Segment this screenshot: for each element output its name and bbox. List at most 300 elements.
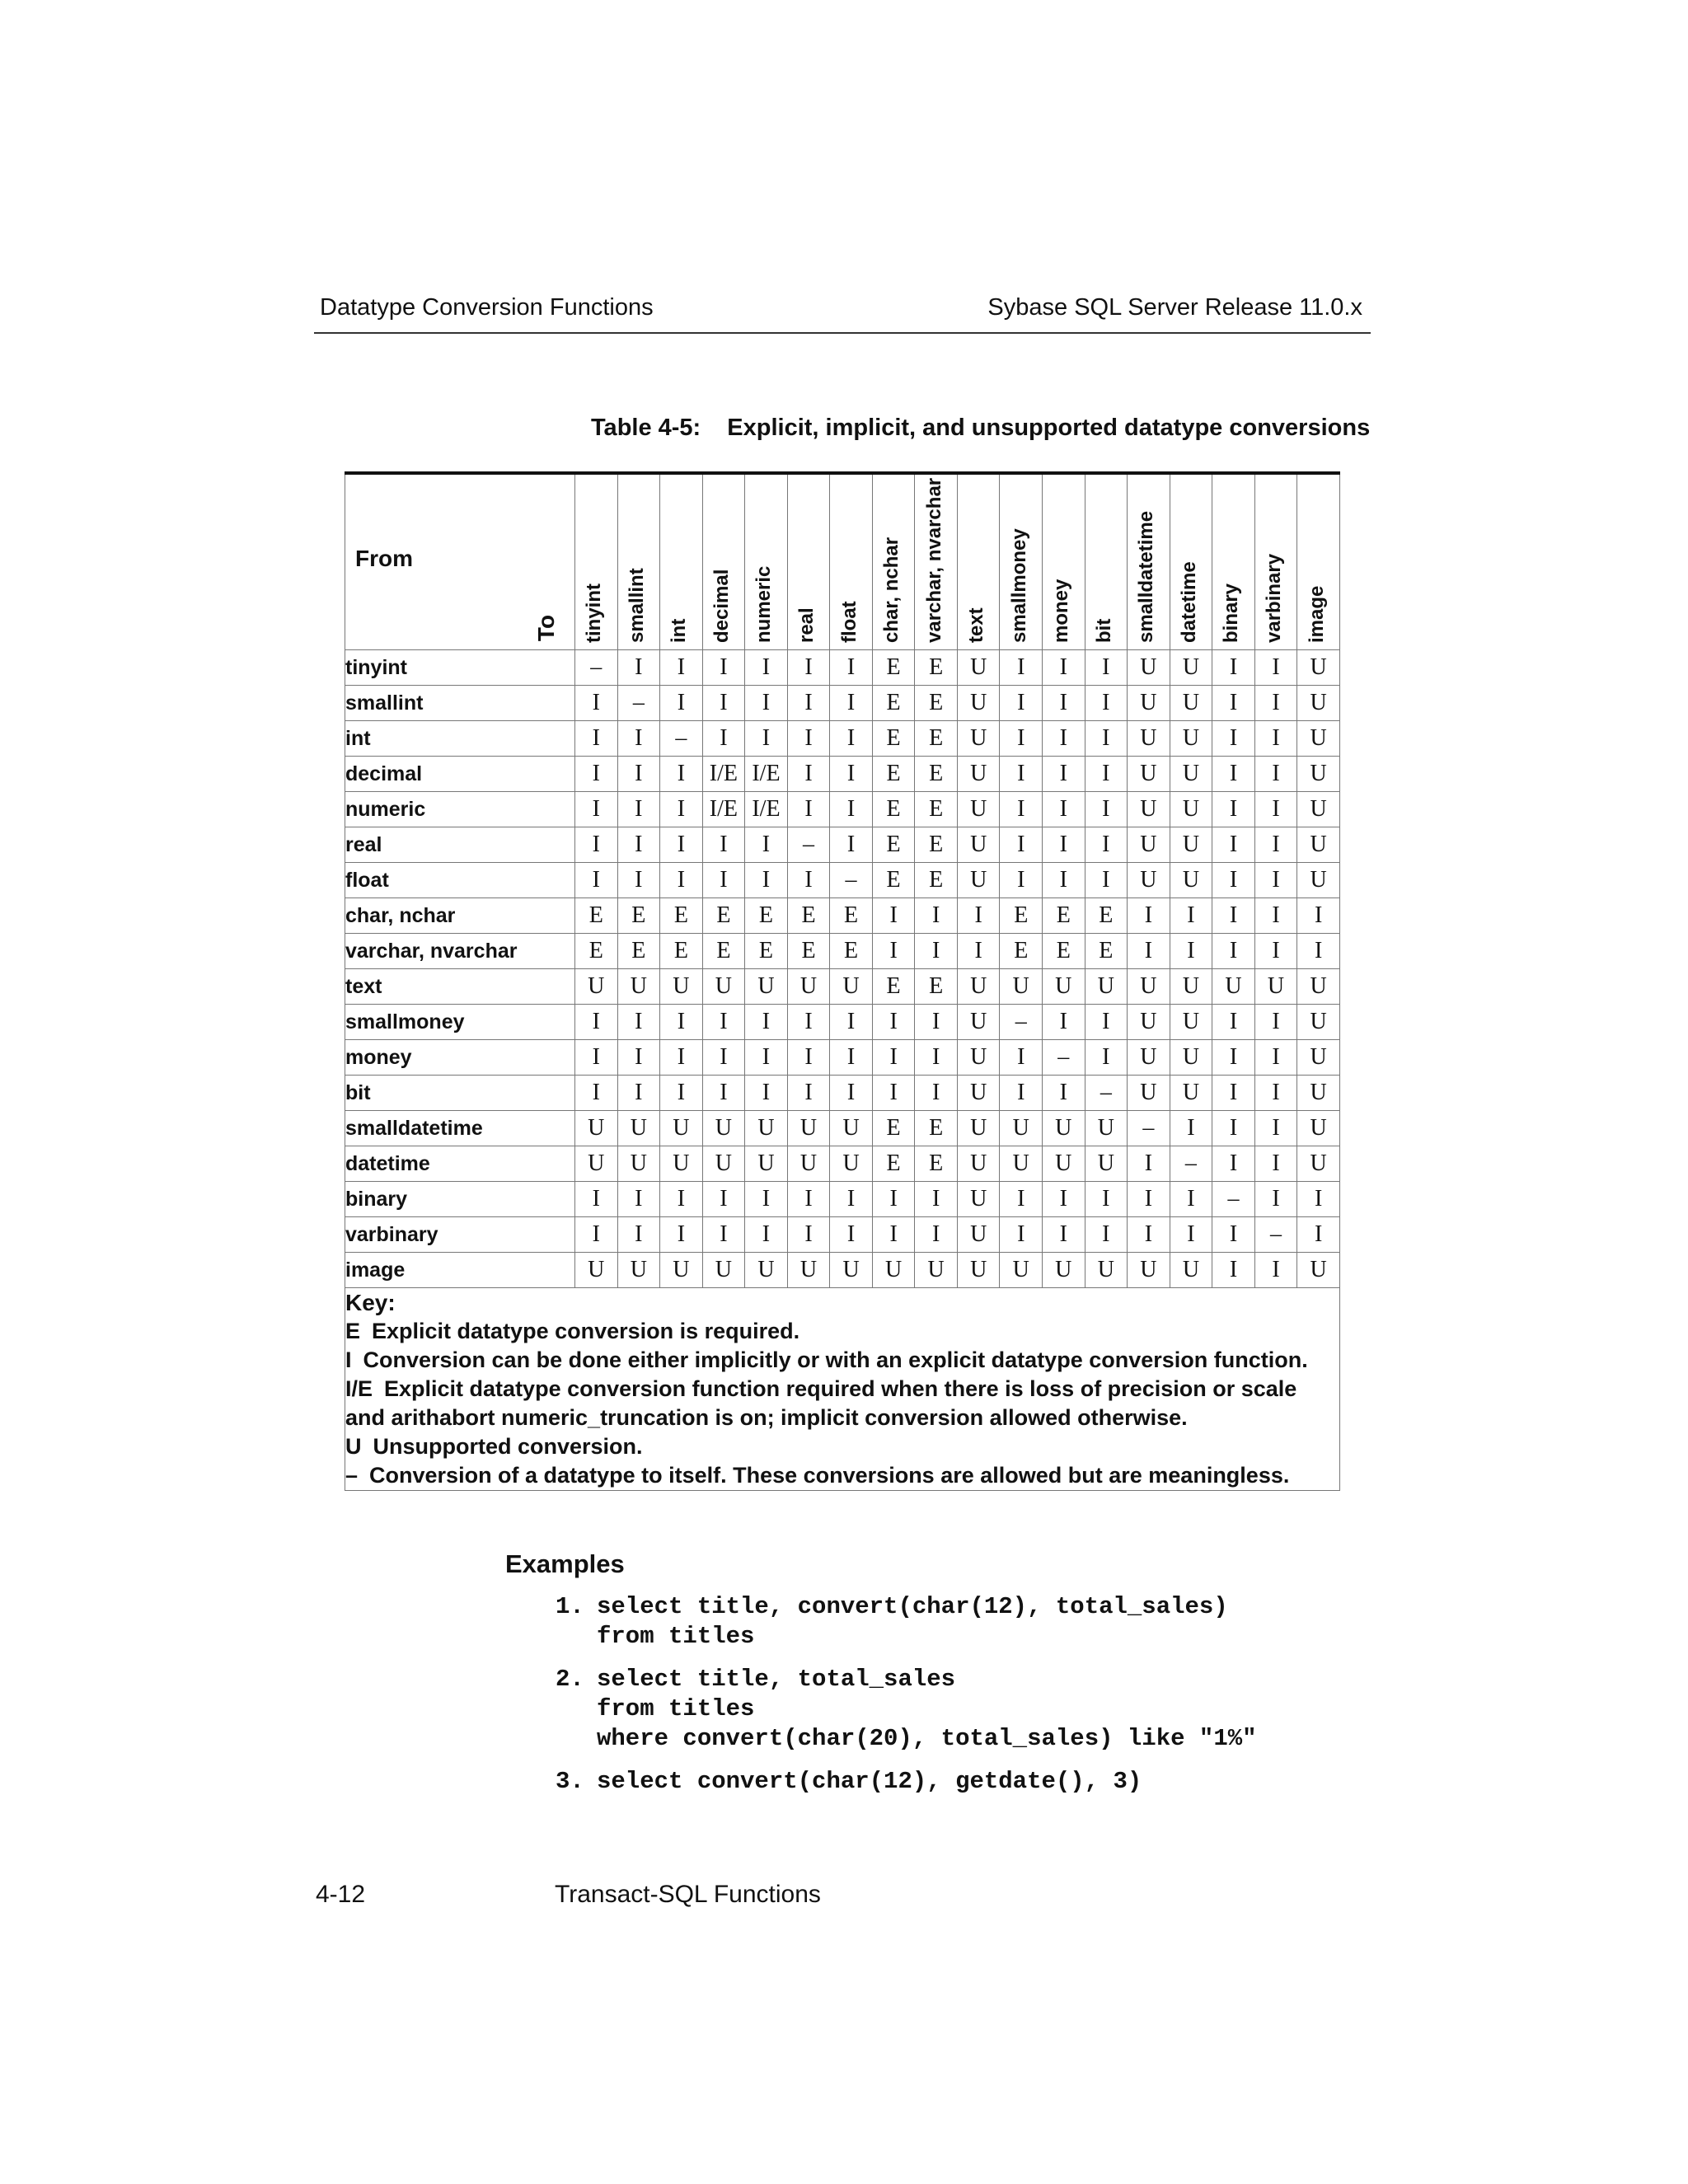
table-cell: E	[1043, 934, 1085, 969]
corner-header	[345, 473, 575, 650]
table-cell: U	[1297, 686, 1340, 721]
table-cell: U	[617, 1146, 660, 1182]
table-cell: –	[1043, 1040, 1085, 1076]
table-cell: E	[915, 686, 958, 721]
table-cell: I	[575, 1076, 618, 1111]
table-row	[345, 969, 1340, 1005]
table-cell: U	[957, 792, 1000, 827]
key-code: I	[345, 1347, 352, 1372]
table-cell: I	[1212, 934, 1255, 969]
table-cell: U	[1128, 969, 1170, 1005]
table-cell: I	[830, 686, 873, 721]
table-cell: I	[1254, 721, 1297, 757]
table-cell: I	[1000, 1076, 1043, 1111]
table-cell: U	[702, 1111, 745, 1146]
table-cell: I	[1254, 1146, 1297, 1182]
footer-page-number: 4-12	[316, 1881, 366, 1908]
table-cell: I	[1085, 757, 1128, 792]
table-cell: I	[1043, 792, 1085, 827]
table-cell: U	[1128, 757, 1170, 792]
row-label: bit	[345, 1076, 575, 1111]
column-header	[915, 473, 958, 650]
table-cell: U	[957, 757, 1000, 792]
table-row	[345, 898, 1340, 934]
column-header-label: char, nchar	[880, 537, 903, 643]
table-cell: U	[617, 969, 660, 1005]
table-cell: I	[617, 757, 660, 792]
table-cell: U	[957, 1146, 1000, 1182]
table-cell: I	[830, 827, 873, 863]
table-row	[345, 863, 1340, 898]
table-cell: E	[575, 898, 618, 934]
table-cell: I	[617, 1182, 660, 1217]
key-code: E	[345, 1319, 361, 1343]
table-cell: I	[702, 1005, 745, 1040]
table-cell: I	[830, 792, 873, 827]
table-cell: E	[830, 934, 873, 969]
table-cell: I	[660, 792, 703, 827]
table-cell: U	[1043, 1253, 1085, 1288]
table-cell: I	[1170, 934, 1212, 969]
table-cell: U	[575, 1111, 618, 1146]
table-cell: E	[617, 934, 660, 969]
table-cell: I	[575, 863, 618, 898]
table-cell: I	[575, 1182, 618, 1217]
row-label: image	[345, 1253, 575, 1288]
column-header-label: money	[1050, 579, 1073, 643]
table-cell: I	[1212, 1217, 1255, 1253]
table-cell: U	[872, 1253, 915, 1288]
column-header-label: varbinary	[1263, 553, 1286, 643]
table-cell: E	[702, 934, 745, 969]
table-cell: U	[1000, 1111, 1043, 1146]
page-header	[314, 291, 1371, 334]
table-cell: U	[915, 1253, 958, 1288]
table-cell: I	[1254, 898, 1297, 934]
table-cell: I	[1043, 1182, 1085, 1217]
table-cell: E	[872, 969, 915, 1005]
table-cell: I	[1254, 1040, 1297, 1076]
table-cell: I	[830, 650, 873, 686]
table-cell: U	[660, 1253, 703, 1288]
table-cell: I	[1085, 686, 1128, 721]
table-cell: E	[915, 1111, 958, 1146]
table-cell: I	[1085, 1005, 1128, 1040]
table-cell: U	[617, 1253, 660, 1288]
table-cell: U	[957, 1111, 1000, 1146]
table-cell: I	[915, 934, 958, 969]
table-row	[345, 757, 1340, 792]
table-cell: E	[915, 827, 958, 863]
table-cell: I	[830, 1217, 873, 1253]
table-row	[345, 1111, 1340, 1146]
table-cell: I	[1000, 863, 1043, 898]
table-cell: U	[702, 969, 745, 1005]
table-cell: U	[1000, 969, 1043, 1005]
header-chapter: Datatype Conversion Functions	[320, 294, 654, 321]
column-header-label: float	[837, 601, 860, 643]
table-cell: I	[1085, 792, 1128, 827]
table-cell: U	[1128, 721, 1170, 757]
table-cell: E	[872, 721, 915, 757]
table-cell: U	[1170, 686, 1212, 721]
table-cell: I	[1085, 1182, 1128, 1217]
table-cell: E	[1000, 898, 1043, 934]
key-code: –	[345, 1463, 359, 1488]
conversion-table-container	[345, 471, 1340, 1491]
table-cell: U	[660, 1111, 703, 1146]
table-cell: U	[575, 1253, 618, 1288]
column-header	[702, 473, 745, 650]
column-header-label: numeric	[753, 565, 776, 643]
table-cell: I	[1128, 1217, 1170, 1253]
table-cell: U	[1297, 969, 1340, 1005]
table-cell: I	[1043, 686, 1085, 721]
table-cell: I	[702, 827, 745, 863]
table-cell: I	[660, 1076, 703, 1111]
table-cell: U	[1043, 969, 1085, 1005]
table-cell: E	[830, 898, 873, 934]
table-cell: U	[1128, 792, 1170, 827]
table-cell: U	[702, 1253, 745, 1288]
table-cell: U	[617, 1111, 660, 1146]
table-cell: U	[1297, 757, 1340, 792]
example-item	[556, 1592, 1257, 1652]
table-cell: E	[915, 863, 958, 898]
key-line	[345, 1317, 1339, 1346]
column-header	[872, 473, 915, 650]
table-cell: I	[1000, 792, 1043, 827]
table-cell: U	[745, 1111, 788, 1146]
table-cell: I	[1212, 721, 1255, 757]
table-cell: I	[1043, 650, 1085, 686]
table-cell: U	[745, 969, 788, 1005]
table-cell: U	[1128, 686, 1170, 721]
row-label: smallint	[345, 686, 575, 721]
table-cell: U	[1297, 863, 1340, 898]
table-row	[345, 1040, 1340, 1076]
table-cell: U	[1297, 721, 1340, 757]
table-cell: I	[617, 792, 660, 827]
table-cell: U	[830, 1111, 873, 1146]
table-cell: I	[702, 863, 745, 898]
table-cell: I	[1085, 1217, 1128, 1253]
footer-section: Transact-SQL Functions	[555, 1881, 821, 1908]
table-cell: I	[1000, 1182, 1043, 1217]
table-cell: I	[1000, 827, 1043, 863]
column-header	[617, 473, 660, 650]
column-header-label: int	[668, 618, 691, 643]
table-cell: I	[660, 650, 703, 686]
table-cell: U	[787, 1146, 830, 1182]
table-cell: U	[1170, 969, 1212, 1005]
table-cell: –	[787, 827, 830, 863]
table-cell: U	[957, 1182, 1000, 1217]
table-cell: I	[617, 863, 660, 898]
column-header-label: text	[965, 607, 988, 643]
table-cell: –	[1212, 1182, 1255, 1217]
table-cell: E	[915, 969, 958, 1005]
table-cell: E	[745, 898, 788, 934]
table-cell: U	[830, 1253, 873, 1288]
table-cell: U	[1085, 1146, 1128, 1182]
table-cell: I	[1212, 1076, 1255, 1111]
example-number: 3.	[556, 1768, 584, 1795]
column-header	[1043, 473, 1085, 650]
examples-code-block	[556, 1592, 1257, 1810]
table-cell: I	[575, 827, 618, 863]
table-cell: I	[575, 721, 618, 757]
table-cell: I	[1254, 1076, 1297, 1111]
table-caption-text: Explicit, implicit, and unsupported datatype conversions	[727, 415, 1371, 441]
table-cell: I	[745, 1076, 788, 1111]
table-cell: U	[702, 1146, 745, 1182]
table-cell: I	[660, 1182, 703, 1217]
table-row	[345, 827, 1340, 863]
table-cell: I	[617, 1040, 660, 1076]
table-cell: E	[872, 650, 915, 686]
table-cell: U	[1170, 1040, 1212, 1076]
table-cell: E	[872, 827, 915, 863]
table-cell: U	[957, 863, 1000, 898]
table-cell: E	[660, 934, 703, 969]
table-cell: U	[1043, 1146, 1085, 1182]
key-cell	[345, 1288, 1340, 1491]
table-header-row	[345, 473, 1340, 650]
table-cell: I	[1085, 863, 1128, 898]
column-header	[1128, 473, 1170, 650]
table-cell: U	[787, 969, 830, 1005]
example-item	[556, 1767, 1257, 1797]
table-cell: I	[1297, 1182, 1340, 1217]
example-number: 2.	[556, 1666, 584, 1693]
table-cell: E	[1085, 934, 1128, 969]
table-cell: –	[1128, 1111, 1170, 1146]
table-cell: U	[1170, 757, 1212, 792]
table-cell: I	[702, 650, 745, 686]
key-text: Conversion of a datatype to itself. These conversions are allowed but are meaningless.	[369, 1463, 1290, 1488]
key-code: U	[345, 1434, 362, 1459]
table-row	[345, 934, 1340, 969]
column-header	[787, 473, 830, 650]
table-cell: E	[915, 757, 958, 792]
examples-heading: Examples	[505, 1549, 625, 1578]
table-cell: I	[830, 1005, 873, 1040]
table-cell: I	[1212, 757, 1255, 792]
table-cell: U	[1085, 1253, 1128, 1288]
table-caption	[591, 415, 1370, 442]
table-cell: U	[1170, 721, 1212, 757]
table-cell: I	[1254, 686, 1297, 721]
table-cell: I/E	[702, 757, 745, 792]
table-cell: I/E	[745, 792, 788, 827]
table-cell: I	[1254, 792, 1297, 827]
table-cell: U	[1297, 1005, 1340, 1040]
table-cell: U	[1128, 1040, 1170, 1076]
table-cell: I	[660, 827, 703, 863]
table-cell: I	[702, 721, 745, 757]
table-cell: E	[915, 721, 958, 757]
table-cell: I	[1212, 1146, 1255, 1182]
key-title: Key:	[345, 1290, 396, 1315]
table-cell: U	[1297, 1253, 1340, 1288]
example-code: select title, convert(char(12), total_sales) from titles	[597, 1593, 1228, 1650]
table-cell: I	[1170, 1217, 1212, 1253]
table-cell: I	[1043, 1217, 1085, 1253]
key-code: I/E	[345, 1376, 373, 1401]
table-cell: I	[660, 757, 703, 792]
table-cell: I	[872, 898, 915, 934]
row-label: text	[345, 969, 575, 1005]
table-cell: I	[575, 686, 618, 721]
table-cell: I	[1212, 1040, 1255, 1076]
row-label: varbinary	[345, 1217, 575, 1253]
table-row	[345, 1005, 1340, 1040]
table-cell: I	[787, 1182, 830, 1217]
table-cell: I	[872, 1217, 915, 1253]
table-cell: I	[915, 1182, 958, 1217]
table-cell: I	[787, 1040, 830, 1076]
table-cell: E	[702, 898, 745, 934]
table-cell: U	[745, 1253, 788, 1288]
table-cell: I	[575, 1040, 618, 1076]
table-cell: I	[1254, 1111, 1297, 1146]
table-cell: I	[1170, 1111, 1212, 1146]
column-header-label: datetime	[1177, 561, 1200, 643]
table-cell: I	[702, 1182, 745, 1217]
table-cell: U	[957, 686, 1000, 721]
table-cell: U	[1000, 1146, 1043, 1182]
column-header	[1170, 473, 1212, 650]
table-cell: E	[787, 898, 830, 934]
table-cell: I	[1212, 1111, 1255, 1146]
row-label: char, nchar	[345, 898, 575, 934]
table-cell: I	[702, 1217, 745, 1253]
table-cell: U	[1170, 1005, 1212, 1040]
column-header-label: bit	[1092, 618, 1115, 643]
table-cell: I	[1254, 827, 1297, 863]
table-cell: –	[1170, 1146, 1212, 1182]
table-cell: I	[660, 1040, 703, 1076]
example-number: 1.	[556, 1593, 584, 1620]
header-product: Sybase SQL Server Release 11.0.x	[987, 294, 1362, 321]
table-cell: I	[660, 686, 703, 721]
table-cell: E	[1043, 898, 1085, 934]
table-row	[345, 1217, 1340, 1253]
table-cell: I	[1254, 757, 1297, 792]
table-cell: I	[787, 863, 830, 898]
table-row	[345, 1076, 1340, 1111]
table-cell: U	[1000, 1253, 1043, 1288]
table-cell: U	[957, 650, 1000, 686]
column-header-label: image	[1305, 585, 1328, 643]
table-cell: U	[660, 1146, 703, 1182]
table-cell: U	[957, 1040, 1000, 1076]
table-cell: –	[617, 686, 660, 721]
table-row	[345, 1182, 1340, 1217]
column-header	[1212, 473, 1255, 650]
column-header	[1000, 473, 1043, 650]
row-label: float	[345, 863, 575, 898]
key-line	[345, 1432, 1339, 1461]
table-cell: E	[575, 934, 618, 969]
table-cell: I	[1000, 721, 1043, 757]
table-cell: I	[745, 1182, 788, 1217]
table-cell: E	[1000, 934, 1043, 969]
table-cell: U	[1297, 1146, 1340, 1182]
table-cell: I	[787, 721, 830, 757]
table-cell: U	[1085, 1111, 1128, 1146]
table-cell: I	[702, 686, 745, 721]
key-line	[345, 1375, 1339, 1432]
row-label: int	[345, 721, 575, 757]
table-cell: I	[1043, 1005, 1085, 1040]
table-cell: I	[1254, 650, 1297, 686]
table-cell: E	[915, 792, 958, 827]
table-cell: I	[1000, 1217, 1043, 1253]
table-cell: E	[617, 898, 660, 934]
table-cell: I	[830, 1182, 873, 1217]
table-row	[345, 792, 1340, 827]
table-cell: U	[1297, 1076, 1340, 1111]
table-cell: I	[1254, 1182, 1297, 1217]
table-cell: E	[915, 1146, 958, 1182]
column-header	[575, 473, 618, 650]
table-cell: –	[575, 650, 618, 686]
example-code: select title, total_sales from titles where convert(char(20), total_sales) like "1%"	[597, 1666, 1257, 1752]
table-cell: I	[745, 686, 788, 721]
table-cell: E	[1085, 898, 1128, 934]
example-code: select convert(char(12), getdate(), 3)	[597, 1768, 1142, 1795]
table-cell: U	[957, 969, 1000, 1005]
row-label: real	[345, 827, 575, 863]
table-cell: U	[787, 1253, 830, 1288]
table-cell: I	[1043, 827, 1085, 863]
table-cell: I	[745, 863, 788, 898]
table-cell: I	[617, 650, 660, 686]
table-cell: I	[1043, 863, 1085, 898]
row-label: datetime	[345, 1146, 575, 1182]
table-cell: U	[1128, 863, 1170, 898]
table-cell: I	[1254, 863, 1297, 898]
table-body	[345, 650, 1340, 1288]
table-cell: I	[1212, 1253, 1255, 1288]
table-row	[345, 686, 1340, 721]
table-cell: I	[957, 934, 1000, 969]
column-header-label: real	[795, 607, 818, 643]
table-cell: U	[575, 1146, 618, 1182]
table-cell: I	[575, 792, 618, 827]
column-header-label: smallint	[625, 568, 648, 643]
row-label: numeric	[345, 792, 575, 827]
conversion-table	[345, 471, 1340, 1491]
key-text: Explicit datatype conversion function required when there is loss of precision or scale and arithabort numeric_truncation is on; implicit conversion allowed otherwise.	[345, 1376, 1297, 1430]
table-cell: I	[1254, 934, 1297, 969]
table-cell: I	[745, 721, 788, 757]
table-cell: U	[1170, 792, 1212, 827]
table-cell: I	[1212, 650, 1255, 686]
table-cell: –	[1000, 1005, 1043, 1040]
table-cell: U	[1297, 827, 1340, 863]
key-line	[345, 1461, 1339, 1490]
table-cell: I	[915, 1217, 958, 1253]
table-cell: U	[575, 969, 618, 1005]
key-row	[345, 1288, 1340, 1491]
table-cell: U	[1170, 650, 1212, 686]
table-cell: I	[1254, 1253, 1297, 1288]
table-row	[345, 1146, 1340, 1182]
row-label: money	[345, 1040, 575, 1076]
